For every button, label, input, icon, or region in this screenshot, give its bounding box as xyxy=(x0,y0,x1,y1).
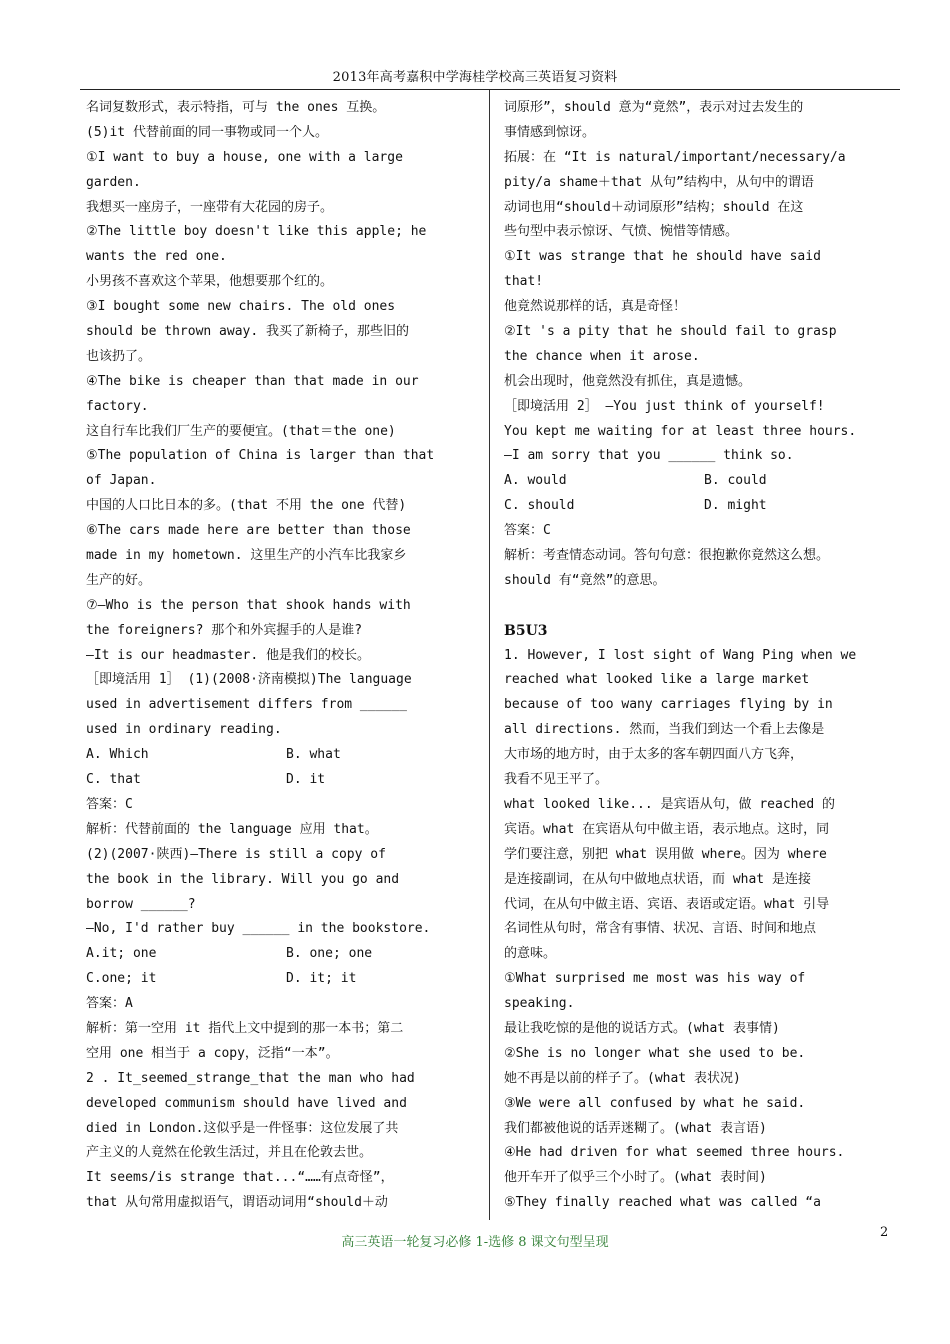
text-line: 学们要注意，别把 what 误用做 where。因为 where xyxy=(504,846,827,862)
page-footer: 高三英语一轮复习必修 1-选修 8 课文句型呈现 xyxy=(341,1235,609,1250)
answer-option: B. what xyxy=(286,747,341,763)
text-line: ①I want to buy a house, one with a large xyxy=(86,149,403,165)
text-line: 答案：C xyxy=(86,796,133,812)
text-line: 解析：考查情态动词。答句句意：很抱歉你竟然这么想。 xyxy=(504,548,830,564)
text-line: 答案：A xyxy=(86,996,133,1012)
text-line: 宾语。what 在宾语从句中做主语，表示地点。这时，同 xyxy=(504,821,830,837)
text-line: 大市场的地方时，由于太多的客车朝四面八方飞奔， xyxy=(504,747,804,763)
answer-options-row xyxy=(86,942,474,967)
text-line: that! xyxy=(504,274,544,290)
text-line: should be thrown away. 我买了新椅子，那些旧的 xyxy=(86,324,410,340)
text-line: ①What surprised me most was his way of xyxy=(504,971,806,987)
answer-options-row xyxy=(504,469,900,494)
answer-options-row xyxy=(86,967,474,992)
text-line: ①It was strange that he should have said xyxy=(504,249,821,265)
text-line: used in ordinary reading. xyxy=(86,722,282,738)
text-line: of Japan. xyxy=(86,473,157,489)
answer-options-row xyxy=(504,494,900,519)
answer-option: D. it xyxy=(286,772,326,788)
text-line: 机会出现时，他竟然没有抓住，真是遗憾。 xyxy=(504,373,752,389)
answer-option: B. could xyxy=(704,473,767,489)
text-line: died in London.这似乎是一件怪事：这位发展了共 xyxy=(86,1120,399,1136)
text-line: 生产的好。 xyxy=(86,572,152,588)
text-line: ⑦—Who is the person that shook hands with xyxy=(86,597,411,613)
text-line: 名词复数形式，表示特指，可与 the ones 互换。 xyxy=(86,100,386,115)
text-line: reached what looked like a large market xyxy=(504,672,810,688)
text-line: 1. However, I lost sight of Wang Ping when we xyxy=(504,647,857,663)
answer-options-row xyxy=(86,768,474,793)
answer-option: A.it; one xyxy=(86,946,157,962)
text-line: used in advertisement differs from ______ xyxy=(86,697,407,713)
text-line: You kept me waiting for at least three hours. xyxy=(504,423,857,439)
text-line: ④The bike is cheaper than that made in our xyxy=(86,373,419,389)
answer-option: A. would xyxy=(504,473,567,489)
text-line: 小男孩不喜欢这个苹果，他想要那个红的。 xyxy=(86,274,334,290)
text-line: the chance when it arose. xyxy=(504,348,700,364)
text-line: —I am sorry that you ______ think so. xyxy=(504,448,794,464)
text-line: all directions. 然而，当我们到达一个看上去像是 xyxy=(504,722,825,738)
text-line: speaking. xyxy=(504,996,575,1012)
text-line: the book in the library. Will you go and xyxy=(86,871,400,887)
answer-options-row xyxy=(86,743,474,768)
left-column xyxy=(86,96,474,1216)
text-line: 他开车开了似乎三个小时了。(what 表时间) xyxy=(504,1170,767,1186)
text-line: 事情感到惊讶。 xyxy=(504,124,596,140)
text-line: 也该扔了。 xyxy=(86,348,152,364)
right-column xyxy=(504,96,900,1216)
text-line: ④He had driven for what seemed three hours. xyxy=(504,1145,845,1161)
text-line: garden. xyxy=(86,174,141,190)
answer-option: C. that xyxy=(86,772,141,788)
text-line: ③We were all confused by what he said. xyxy=(504,1095,806,1111)
text-line: It seems/is strange that...“……有点奇怪”， xyxy=(86,1170,394,1186)
text-line: 的意味。 xyxy=(504,946,557,962)
text-line: wants the red one. xyxy=(86,249,227,265)
column-divider xyxy=(489,90,490,1220)
text-line: what looked like... 是宾语从句，做 reached 的 xyxy=(504,796,835,812)
answer-option: A. Which xyxy=(86,747,149,763)
text-line: ⑤They finally reached what was called “a xyxy=(504,1195,821,1211)
text-line: 中国的人口比日本的多。(that 不用 the one 代替) xyxy=(86,498,407,514)
text-line: 词原形”，should 意为“竟然”，表示对过去发生的 xyxy=(504,100,804,115)
text-line: ［即境活用 1］ (1)(2008·济南模拟)The language xyxy=(86,672,412,688)
text-line: 我想买一座房子，一座带有大花园的房子。 xyxy=(86,199,334,215)
text-line: 代词，在从句中做主语、宾语、表语或定语。what 引导 xyxy=(504,896,830,912)
page-header: 2013年高考嘉积中学海桂学校高三英语复习资料 xyxy=(332,70,618,85)
text-line: that 从句常用虚拟语气，谓语动词用“should＋动 xyxy=(86,1195,388,1211)
answer-option: D. it; it xyxy=(286,971,357,987)
answer-option: C. should xyxy=(504,498,575,514)
text-line: pity/a shame＋that 从句”结构中，从句中的谓语 xyxy=(504,174,814,190)
text-line: ②The little boy doesn't like this apple; he xyxy=(86,224,427,240)
text-line: made in my hometown. 这里生产的小汽车比我家乡 xyxy=(86,548,407,564)
text-line: (2)(2007·陕西)—There is still a copy of xyxy=(86,846,386,862)
text-line: should 有“竟然”的意思。 xyxy=(504,572,666,588)
text-line: 解析：第一空用 it 指代上文中提到的那一本书；第二 xyxy=(86,1020,404,1036)
answer-option: B. one; one xyxy=(286,946,373,962)
text-line: borrow ______? xyxy=(86,896,196,912)
text-line: 解析：代替前面的 the language 应用 that。 xyxy=(86,821,378,837)
text-line: 我看不见王平了。 xyxy=(504,772,609,788)
text-line: the foreigners? 那个和外宾握手的人是谁? xyxy=(86,622,363,638)
text-line: ③I bought some new chairs. The old ones xyxy=(86,299,396,315)
text-line: 最让我吃惊的是他的说话方式。(what 表事情) xyxy=(504,1020,780,1036)
text-line: 名词性从句时，常含有事情、状况、言语、时间和地点 xyxy=(504,921,817,937)
text-line: 她不再是以前的样子了。(what 表状况) xyxy=(504,1070,741,1086)
text-line: 2 . It_seemed_strange_that the man who had xyxy=(86,1070,415,1086)
text-line: factory. xyxy=(86,398,149,414)
text-line: 答案：C xyxy=(504,523,551,539)
text-line: because of too wany carriages flying by in xyxy=(504,697,833,713)
text-line: (5)it 代替前面的同一事物或同一个人。 xyxy=(86,124,328,140)
text-line: 空用 one 相当于 a copy，泛指“一本”。 xyxy=(86,1045,339,1061)
text-line: ⑤The population of China is larger than that xyxy=(86,448,435,464)
text-line: ②It 's a pity that he should fail to grasp xyxy=(504,324,837,340)
text-line: —It is our headmaster. 他是我们的校长。 xyxy=(86,647,371,663)
text-line: 些句型中表示惊讶、气愤、惋惜等情感。 xyxy=(504,224,739,240)
text-line: ⑥The cars made here are better than those xyxy=(86,523,411,539)
header-rule xyxy=(80,89,900,90)
text-line: 动词也用“should＋动词原形”结构；should 在这 xyxy=(504,199,804,215)
blank-line xyxy=(504,594,900,619)
answer-option: D. might xyxy=(704,498,767,514)
text-line: 我们都被他说的话弄迷糊了。(what 表言语) xyxy=(504,1120,767,1136)
text-line: ［即境活用 2］ —You just think of yourself! xyxy=(504,398,825,414)
text-line: 他竟然说那样的话，真是奇怪！ xyxy=(504,299,687,315)
text-line: 这自行车比我们厂生产的要便宜。(that＝the one) xyxy=(86,423,396,439)
text-line: developed communism should have lived and xyxy=(86,1095,407,1111)
page-number: 2 xyxy=(880,1225,889,1240)
section-heading: B5U3 xyxy=(504,622,548,639)
text-line: —No, I'd rather buy ______ in the bookstore. xyxy=(86,921,431,937)
text-line: ②She is no longer what she used to be. xyxy=(504,1045,806,1061)
answer-option: C.one; it xyxy=(86,971,157,987)
text-line: 是连接副词，在从句中做地点状语，而 what 是连接 xyxy=(504,871,811,887)
text-line: 拓展：在 “It is natural/important/necessary/a xyxy=(504,149,846,165)
text-line: 产主义的人竟然在伦敦生活过，并且在伦敦去世。 xyxy=(86,1145,373,1161)
